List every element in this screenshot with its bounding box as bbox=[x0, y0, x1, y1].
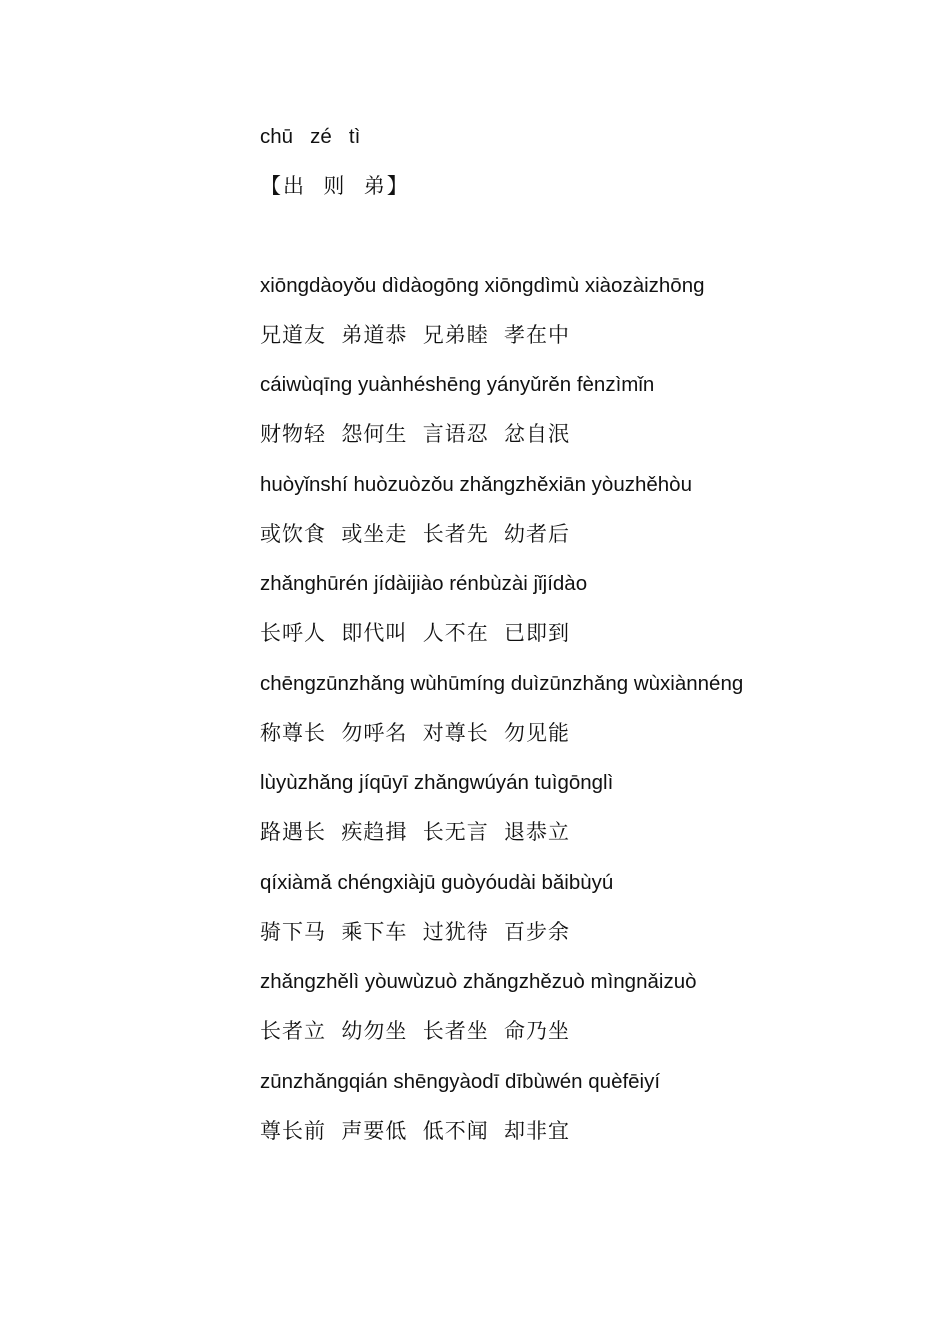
verse-hanzi: 骑下马 乘下车 过犹待 百步余 bbox=[260, 920, 571, 944]
verse-pinyin: huòyǐnshí huòzuòzǒu zhǎngzhěxiān yòuzhěhòu bbox=[260, 473, 692, 496]
verse-hanzi: 或饮食 或坐走 长者先 幼者后 bbox=[260, 522, 571, 546]
verse-pinyin: cáiwùqīng yuànhéshēng yányǔrěn fènzìmǐn bbox=[260, 373, 655, 396]
verse-pinyin: chēngzūnzhǎng wùhūmíng duìzūnzhǎng wùxiànnéng bbox=[260, 672, 744, 695]
verse-hanzi: 路遇长 疾趋揖 长无言 退恭立 bbox=[260, 820, 571, 844]
verse-hanzi: 称尊长 勿呼名 对尊长 勿见能 bbox=[260, 721, 571, 745]
verse-hanzi: 财物轻 怨何生 言语忍 忿自泯 bbox=[260, 422, 571, 446]
verse-pinyin: zūnzhǎngqián shēngyàodī dībùwén quèfēiyí bbox=[260, 1070, 661, 1093]
verse-pinyin: qíxiàmǎ chéngxiàjū guòyóudài bǎibùyú bbox=[260, 871, 614, 894]
verse-pinyin: zhǎnghūrén jídàijiào rénbùzài jǐjídào bbox=[260, 572, 588, 595]
verse-pinyin: lùyùzhǎng jíqūyī zhǎngwúyán tuìgōnglì bbox=[260, 771, 614, 794]
verse-pinyin: zhǎngzhělì yòuwùzuò zhǎngzhězuò mìngnǎizuò bbox=[260, 970, 697, 993]
verse-pinyin: xiōngdàoyǒu dìdàogōng xiōngdìmù xiàozàizhōng bbox=[260, 274, 705, 297]
verse-hanzi: 兄道友 弟道恭 兄弟睦 孝在中 bbox=[260, 323, 571, 347]
title-pinyin: chū zé tì bbox=[260, 125, 361, 148]
verse-hanzi: 长呼人 即代叫 人不在 已即到 bbox=[260, 621, 571, 645]
verse-hanzi: 尊长前 声要低 低不闻 却非宜 bbox=[260, 1119, 571, 1143]
verse-hanzi: 长者立 幼勿坐 长者坐 命乃坐 bbox=[260, 1019, 571, 1043]
title-hanzi: 【出 则 弟】 bbox=[260, 174, 410, 198]
